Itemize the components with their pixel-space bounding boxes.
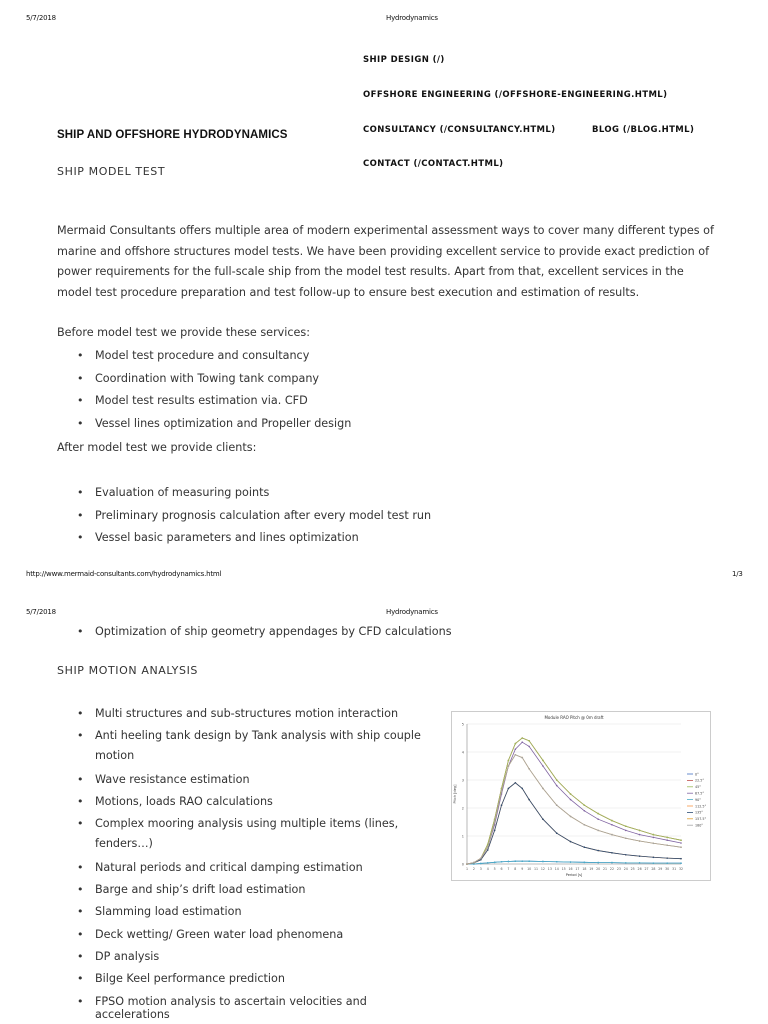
list-item: • Model test results estimation via. CFD xyxy=(57,394,351,417)
footer-page-number: 1/3 xyxy=(732,570,743,578)
x-tick-label: 2 xyxy=(472,867,475,871)
data-point xyxy=(466,863,468,865)
data-point xyxy=(556,861,558,863)
data-point xyxy=(597,830,599,832)
x-tick-label: 14 xyxy=(554,867,559,871)
list-item: • Evaluation of measuring points xyxy=(57,486,431,509)
x-tick-label: 12 xyxy=(540,867,545,871)
list-item xyxy=(57,729,427,773)
legend-label: 22.5° xyxy=(695,778,704,783)
data-point xyxy=(515,748,517,750)
data-point xyxy=(556,779,558,781)
list-item: • Deck wetting/ Green water load phenomena xyxy=(57,928,427,950)
data-point xyxy=(584,846,586,848)
before-heading: Before model test we provide these services: xyxy=(57,326,311,339)
legend-label: 90° xyxy=(695,797,701,802)
x-tick-label: 32 xyxy=(678,867,684,871)
data-point xyxy=(501,861,503,863)
data-point xyxy=(597,818,599,820)
list-item xyxy=(57,817,427,861)
list-item: • Coordination with Towing tank company xyxy=(57,372,351,395)
x-tick-label: 21 xyxy=(603,867,608,871)
x-tick-label: 31 xyxy=(672,867,677,871)
x-tick-label: 3 xyxy=(479,867,482,871)
data-point xyxy=(666,839,668,841)
list-item-continuation: fenders…) xyxy=(95,837,153,851)
data-point xyxy=(653,856,655,858)
legend-label: 157.5° xyxy=(695,817,707,822)
x-tick-label: 25 xyxy=(630,867,635,871)
data-point xyxy=(501,804,503,806)
list-item: • Motions, loads RAO calculations xyxy=(57,795,427,817)
data-point xyxy=(611,824,613,826)
x-tick-label: 15 xyxy=(561,867,566,871)
data-point xyxy=(542,788,544,790)
x-tick-label: 24 xyxy=(623,867,628,871)
data-point xyxy=(508,861,510,863)
x-tick-label: 17 xyxy=(575,867,580,871)
data-point xyxy=(639,830,641,832)
x-tick-label: 19 xyxy=(589,867,594,871)
data-point xyxy=(528,860,530,862)
legend-label: 180° xyxy=(695,823,703,828)
data-point xyxy=(556,785,558,787)
list-item: • Natural periods and critical damping estimation xyxy=(57,861,427,883)
data-point xyxy=(611,820,613,822)
before-list xyxy=(57,349,351,439)
data-point xyxy=(521,860,523,862)
x-tick-label: 26 xyxy=(637,867,642,871)
data-point xyxy=(584,862,586,864)
data-point xyxy=(515,743,517,745)
section-title-motion: SHIP MOTION ANALYSIS xyxy=(57,664,198,677)
x-tick-label: 4 xyxy=(486,867,489,871)
x-tick-label: 10 xyxy=(527,867,532,871)
x-tick-label: 1 xyxy=(465,867,469,871)
list-item: • FPSO motion analysis to ascertain velocities and accelerations xyxy=(57,995,427,1017)
list-item: • Preliminary prognosis calculation after every model test run xyxy=(57,509,431,532)
data-point xyxy=(542,861,544,863)
data-point xyxy=(639,862,641,864)
print-date-2: 5/7/2018 xyxy=(26,608,56,616)
list-item-continuation: motion xyxy=(95,749,135,763)
data-point xyxy=(556,804,558,806)
x-tick-label: 9 xyxy=(521,867,524,871)
data-point xyxy=(625,830,627,832)
data-point xyxy=(639,855,641,857)
y-tick-label: 4 xyxy=(461,750,464,755)
data-point xyxy=(521,788,523,790)
legend-label: 45° xyxy=(695,785,701,790)
data-point xyxy=(521,741,523,743)
x-tick-label: 16 xyxy=(568,867,573,871)
data-point xyxy=(611,852,613,854)
legend-label: 0° xyxy=(695,772,699,777)
data-point xyxy=(494,862,496,864)
y-axis-label: Pitch [deg] xyxy=(453,784,457,804)
data-point xyxy=(680,846,682,848)
x-tick-label: 8 xyxy=(514,867,517,871)
x-tick-label: 11 xyxy=(534,867,539,871)
data-point xyxy=(487,862,489,864)
list-item-text: Complex mooring analysis using multiple items (lines, xyxy=(95,817,399,831)
data-point xyxy=(570,841,572,843)
y-tick-label: 3 xyxy=(461,778,464,783)
data-point xyxy=(597,813,599,815)
intro-paragraph: Mermaid Consultants offers multiple area of modern experimental assessment ways to cover many different types of marine and offshore structures model tests. We have been providing excellent service to provide exact prediction of power requirements for the full-scale ship from the model test results. Apart from that, excellent services in the model test procedure preparation and test follow-up to ensure best execution and estimation of results. xyxy=(57,224,714,300)
data-point xyxy=(639,834,641,836)
list-item: • Wave resistance estimation xyxy=(57,773,427,795)
footer-url[interactable]: http://www.mermaid-consultants.com/hydrodynamics.html xyxy=(26,570,222,578)
after-list xyxy=(57,486,431,554)
nav-ship-design[interactable]: SHIP DESIGN (/) xyxy=(363,55,445,65)
x-tick-label: 7 xyxy=(507,867,510,871)
data-point xyxy=(480,863,482,865)
data-point xyxy=(666,862,668,864)
list-item: • Optimization of ship geometry appendages by CFD calculations xyxy=(57,625,452,638)
data-point xyxy=(494,830,496,832)
chart-title: Module RAO Pitch @ 0m draft xyxy=(544,715,604,720)
x-tick-label: 29 xyxy=(658,867,663,871)
data-point xyxy=(487,849,489,851)
rao-chart xyxy=(452,712,710,880)
x-tick-label: 27 xyxy=(644,867,649,871)
data-point xyxy=(570,793,572,795)
y-tick-label: 5 xyxy=(461,722,464,727)
data-point xyxy=(611,834,613,836)
series-line xyxy=(467,755,681,864)
site-title[interactable]: SHIP AND OFFSHORE HYDRODYNAMICS xyxy=(57,129,288,141)
data-point xyxy=(542,765,544,767)
series-line xyxy=(467,783,681,864)
data-point xyxy=(666,857,668,859)
nav-consultancy[interactable]: CONSULTANCY (/CONSULTANCY.HTML) xyxy=(363,125,556,135)
data-point xyxy=(584,824,586,826)
data-point xyxy=(570,816,572,818)
data-point xyxy=(625,854,627,856)
x-tick-label: 23 xyxy=(616,867,621,871)
data-point xyxy=(508,788,510,790)
data-point xyxy=(570,799,572,801)
data-point xyxy=(542,760,544,762)
data-point xyxy=(597,850,599,852)
list-item: • Model test procedure and consultancy xyxy=(57,349,351,372)
legend-label: 112.5° xyxy=(695,804,707,809)
data-point xyxy=(625,862,627,864)
data-point xyxy=(473,862,475,864)
data-point xyxy=(521,757,523,759)
data-point xyxy=(597,862,599,864)
data-point xyxy=(680,839,682,841)
rao-chart-figure xyxy=(451,711,711,881)
data-point xyxy=(680,858,682,860)
data-point xyxy=(508,760,510,762)
data-point xyxy=(528,740,530,742)
data-point xyxy=(666,837,668,839)
data-point xyxy=(528,746,530,748)
x-tick-label: 30 xyxy=(665,867,670,871)
series-line xyxy=(467,783,681,864)
legend-label: 135° xyxy=(695,810,703,815)
x-tick-label: 6 xyxy=(500,867,503,871)
data-point xyxy=(639,840,641,842)
data-point xyxy=(542,818,544,820)
after-heading: After model test we provide clients: xyxy=(57,441,257,454)
data-point xyxy=(653,837,655,839)
section-title-model-test: SHIP MODEL TEST xyxy=(57,165,166,178)
y-tick-label: 1 xyxy=(461,834,464,839)
data-point xyxy=(653,862,655,864)
data-point xyxy=(515,782,517,784)
motion-list xyxy=(57,707,427,1021)
data-point xyxy=(680,862,682,864)
data-point xyxy=(666,844,668,846)
y-tick-label: 2 xyxy=(461,806,464,811)
series-line xyxy=(467,755,681,864)
series-line xyxy=(467,861,681,864)
print-date: 5/7/2018 xyxy=(26,14,56,22)
list-item: • Slamming load estimation xyxy=(57,905,427,927)
x-axis-label: Period [s] xyxy=(565,873,583,877)
data-point xyxy=(611,862,613,864)
list-item: • DP analysis xyxy=(57,950,427,972)
data-point xyxy=(515,860,517,862)
data-point xyxy=(487,846,489,848)
data-point xyxy=(625,837,627,839)
data-point xyxy=(556,832,558,834)
data-point xyxy=(528,768,530,770)
legend-label: 67.5° xyxy=(695,791,704,796)
list-item: • Bilge Keel performance prediction xyxy=(57,972,427,994)
data-point xyxy=(508,765,510,767)
print-title: Hydrodynamics xyxy=(386,14,438,22)
print-title-2: Hydrodynamics xyxy=(386,608,438,616)
x-tick-label: 13 xyxy=(547,867,552,871)
data-point xyxy=(584,804,586,806)
list-item: • Vessel basic parameters and lines optimization xyxy=(57,531,431,554)
data-point xyxy=(494,821,496,823)
list-item: • Multi structures and sub-structures motion interaction xyxy=(57,707,427,729)
x-tick-label: 28 xyxy=(651,867,656,871)
list-item: • Barge and ship’s drift load estimation xyxy=(57,883,427,905)
x-tick-label: 22 xyxy=(609,867,614,871)
x-tick-label: 20 xyxy=(596,867,601,871)
nav-contact[interactable]: CONTACT (/CONTACT.HTML) xyxy=(363,159,504,169)
y-tick-label: 0 xyxy=(461,862,464,867)
data-point xyxy=(653,834,655,836)
nav-blog[interactable]: BLOG (/BLOG.HTML) xyxy=(592,125,695,135)
data-point xyxy=(528,799,530,801)
list-item-text: Anti heeling tank design by Tank analysis with ship couple xyxy=(95,729,421,743)
x-tick-label: 5 xyxy=(493,867,496,871)
continued-list xyxy=(57,625,452,638)
data-point xyxy=(584,810,586,812)
x-tick-label: 18 xyxy=(582,867,587,871)
data-point xyxy=(480,859,482,861)
data-point xyxy=(480,858,482,860)
data-point xyxy=(680,842,682,844)
data-point xyxy=(653,842,655,844)
data-point xyxy=(570,861,572,863)
data-point xyxy=(625,825,627,827)
data-point xyxy=(515,754,517,756)
list-item: • Vessel lines optimization and Propeller design xyxy=(57,417,351,440)
data-point xyxy=(501,790,503,792)
nav-offshore-engineering[interactable]: OFFSHORE ENGINEERING (/OFFSHORE-ENGINEERING.HTML) xyxy=(363,90,668,100)
data-point xyxy=(521,737,523,739)
